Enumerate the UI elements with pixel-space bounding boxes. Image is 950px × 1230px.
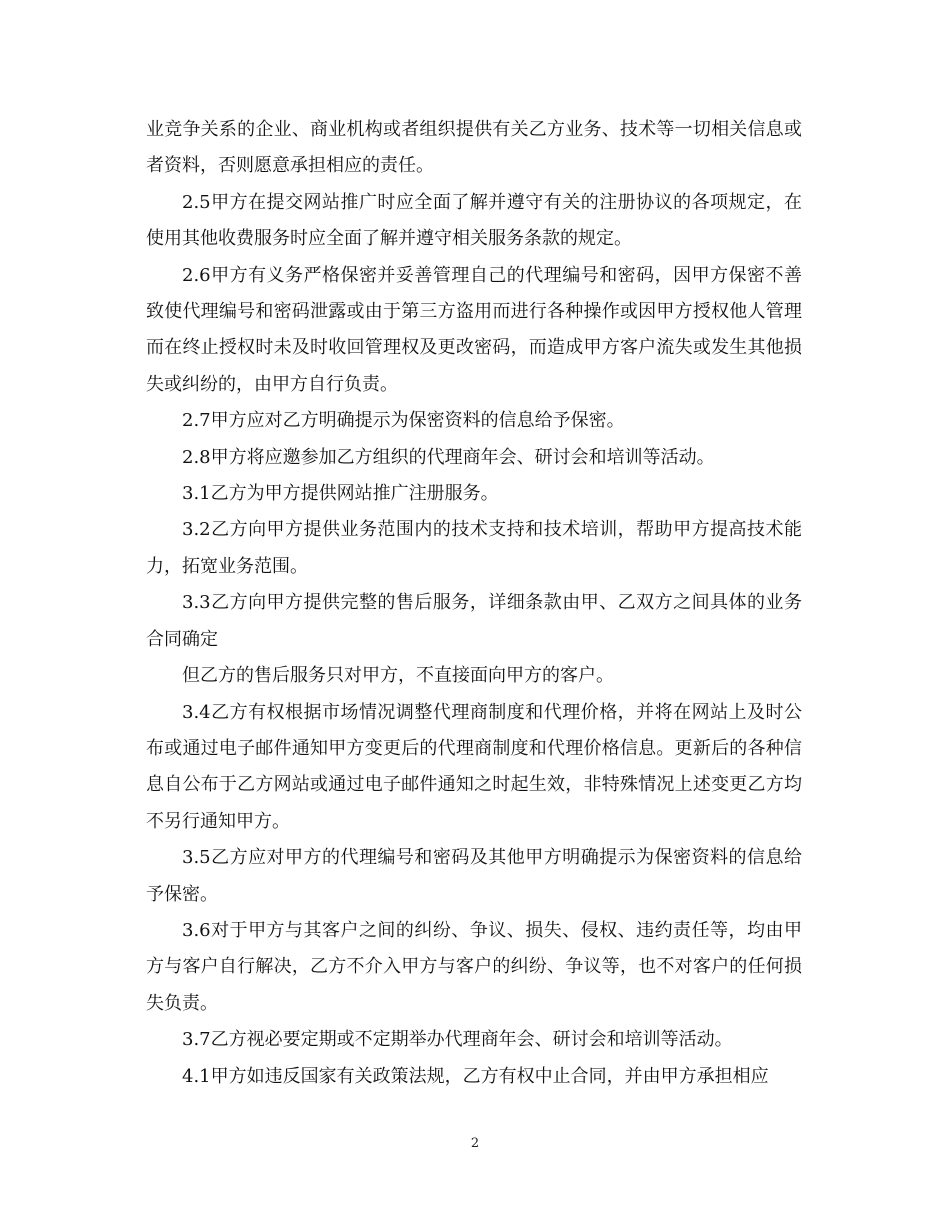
clause-2-7: 2.7甲方应对乙方明确提示为保密资料的信息给予保密。 [182, 410, 625, 432]
clause-3-7: 3.7乙方视必要定期或不定期举办代理商年会、研讨会和培训等活动。 [182, 1029, 733, 1051]
clause-3-5: 3.5乙方应对甲方的代理编号和密码及其他甲方明确提示为保密资料的信息给予保密。 [146, 847, 802, 905]
clause-4-1: 4.1甲方如违反国家有关政策法规，乙方有权中止合同，并由甲方承担相应 [182, 1065, 769, 1087]
clause-3-4: 3.4乙方有权根据市场情况调整代理商制度和代理价格，并将在网站上及时公布或通过电子邮件通知甲方变更后的代理商制度和代理价格信息。更新后的各种信息自公布于乙方网站或通过电子邮件通知之时起生效，非特殊情况上述变更乙方均不另行通知甲方。 [146, 701, 802, 832]
document-body [146, 112, 802, 1095]
clause-3-2: 3.2乙方向甲方提供业务范围内的技术支持和技术培训，帮助甲方提高技术能力，拓宽业务范围。 [146, 519, 802, 577]
clause-3-3-note: 但乙方的售后服务只对甲方，不直接面向甲方的客户。 [182, 665, 614, 687]
page-number: 2 [470, 1136, 480, 1151]
clause-3-6: 3.6对于甲方与其客户之间的纠纷、争议、损失、侵权、违约责任等，均由甲方与客户自行解决，乙方不介入甲方与客户的纠纷、争议等，也不对客户的任何损失负责。 [146, 919, 802, 1014]
clause-2-5: 2.5甲方在提交网站推广时应全面了解并遵守有关的注册协议的各项规定，在使用其他收费服务时应全面了解并遵守相关服务条款的规定。 [146, 191, 802, 250]
clause-3-1: 3.1乙方为甲方提供网站推广注册服务。 [182, 483, 499, 505]
clause-3-3: 3.3乙方向甲方提供完整的售后服务，详细条款由甲、乙双方之间具体的业务合同确定 [146, 592, 802, 650]
clause-2-6: 2.6甲方有义务严格保密并妥善管理自己的代理编号和密码，因甲方保密不善致使代理编号和密码泄露或由于第三方盗用而进行各种操作或因甲方授权他人管理而在终止授权时未及时收回管理权及更改密码，而造成甲方客户流失或发生其他损失或纠纷的，由甲方自行负责。 [146, 264, 802, 395]
clause-2-8: 2.8甲方将应邀参加乙方组织的代理商年会、研讨会和培训等活动。 [182, 446, 715, 468]
paragraph-continuation: 业竞争关系的企业、商业机构或者组织提供有关乙方业务、技术等一切相关信息或者资料，否则愿意承担相应的责任。 [146, 119, 802, 177]
